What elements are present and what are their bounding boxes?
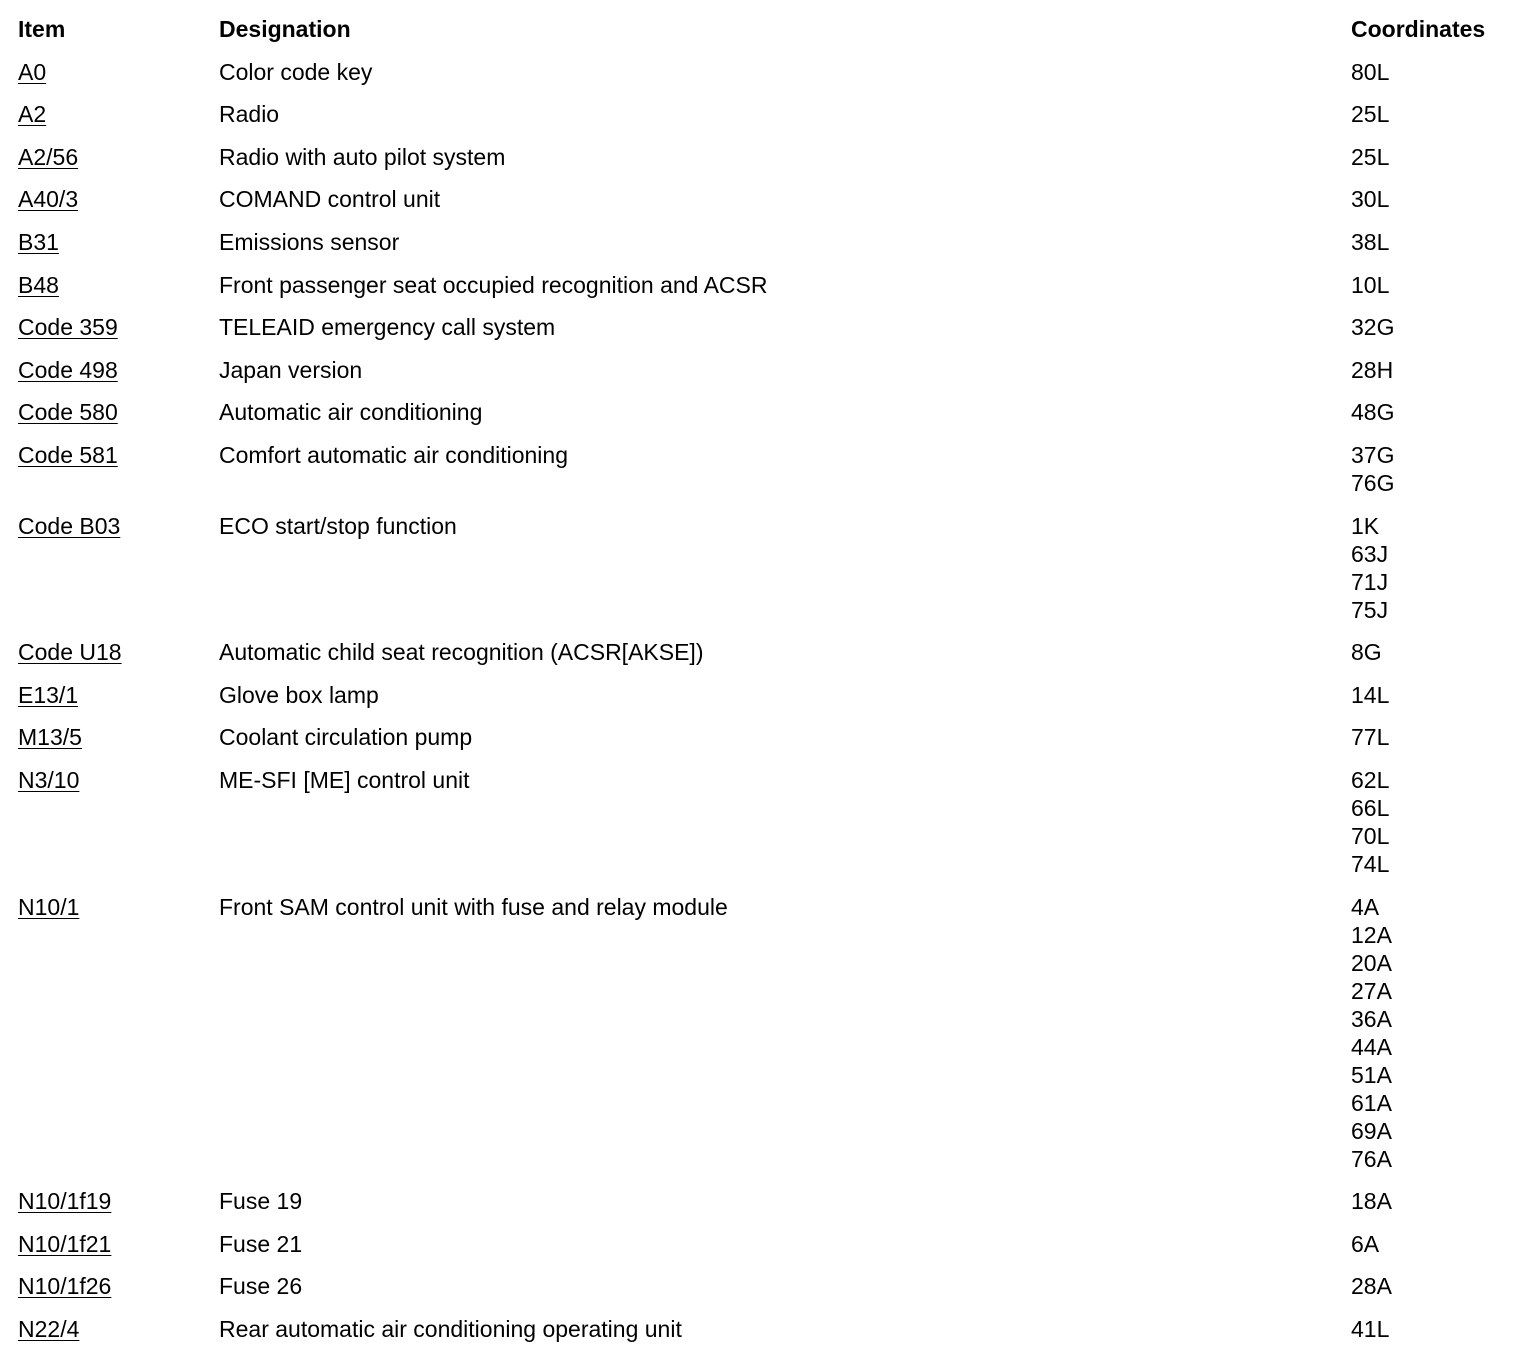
- item-link[interactable]: N10/1: [18, 893, 80, 920]
- coordinates-cell: [1351, 766, 1511, 893]
- designation-cell: ME-SFI [ME] control unit: [219, 766, 470, 793]
- coordinates-cell: [1351, 1315, 1511, 1358]
- table-row: [18, 766, 1511, 893]
- item-link[interactable]: E13/1: [18, 681, 79, 708]
- table-row: [18, 313, 1511, 356]
- table-row: [18, 398, 1511, 441]
- coordinate-value: 41L: [1351, 1315, 1390, 1342]
- table-row: [18, 1230, 1511, 1273]
- coordinate-value: 70L: [1351, 822, 1390, 849]
- coordinates-cell: [1351, 100, 1511, 143]
- coordinates-cell: [1351, 143, 1511, 186]
- coordinates-cell: [1351, 441, 1511, 512]
- designation-cell: Fuse 26: [219, 1273, 303, 1300]
- item-cell: [18, 441, 219, 512]
- legend-body: [18, 58, 1511, 1358]
- designation-cell: ECO start/stop function: [219, 512, 457, 539]
- item-cell: [18, 100, 219, 143]
- designation-cell: COMAND control unit: [219, 186, 441, 213]
- coordinate-value: 74L: [1351, 850, 1390, 877]
- item-link[interactable]: A2: [18, 101, 47, 128]
- coordinates-cell: [1351, 512, 1511, 639]
- coordinate-value: 30L: [1351, 186, 1390, 213]
- item-link[interactable]: A0: [18, 58, 47, 85]
- item-link[interactable]: Code 498: [18, 356, 118, 383]
- coordinate-value: 51A: [1351, 1061, 1392, 1088]
- item-link[interactable]: N10/1f21: [18, 1230, 112, 1257]
- coordinate-value: 20A: [1351, 949, 1392, 976]
- item-link[interactable]: N3/10: [18, 766, 80, 793]
- table-row: [18, 271, 1511, 314]
- coordinate-value: 44A: [1351, 1033, 1392, 1060]
- designation-cell: Automatic child seat recognition (ACSR[AKSE]): [219, 639, 704, 666]
- coordinates-cell: [1351, 723, 1511, 766]
- coordinate-value: 25L: [1351, 143, 1390, 170]
- designation-cell: Coolant circulation pump: [219, 724, 473, 751]
- item-cell: [18, 512, 219, 639]
- item-link[interactable]: B48: [18, 271, 59, 298]
- item-cell: [18, 1230, 219, 1273]
- designation-cell: Glove box lamp: [219, 681, 379, 708]
- coordinates-cell: [1351, 356, 1511, 399]
- designation-cell: Radio with auto pilot system: [219, 143, 506, 170]
- item-cell: [18, 1187, 219, 1230]
- coordinate-value: 25L: [1351, 101, 1390, 128]
- coordinate-value: 77L: [1351, 724, 1390, 751]
- item-column-header: Item: [18, 16, 66, 42]
- designation-cell: Front passenger seat occupied recognition and ACSR: [219, 271, 768, 298]
- designation-cell: Fuse 19: [219, 1188, 303, 1215]
- designation-cell: Emissions sensor: [219, 228, 400, 255]
- table-row: [18, 512, 1511, 639]
- coordinates-cell: [1351, 1187, 1511, 1230]
- coordinate-value: 10L: [1351, 271, 1390, 298]
- item-link[interactable]: Code 359: [18, 314, 118, 341]
- item-cell: [18, 398, 219, 441]
- item-cell: [18, 356, 219, 399]
- coordinate-value: 27A: [1351, 977, 1392, 1004]
- coordinate-value: 38L: [1351, 228, 1390, 255]
- coordinate-value: 28A: [1351, 1273, 1392, 1300]
- item-link[interactable]: M13/5: [18, 724, 82, 751]
- coordinate-value: 36A: [1351, 1005, 1392, 1032]
- item-cell: [18, 681, 219, 724]
- item-cell: [18, 1315, 219, 1358]
- coordinates-cell: [1351, 313, 1511, 356]
- designation-cell: Automatic air conditioning: [219, 399, 483, 426]
- coordinates-cell: [1351, 271, 1511, 314]
- coordinate-value: 66L: [1351, 794, 1390, 821]
- designation-cell: Rear automatic air conditioning operating unit: [219, 1315, 682, 1342]
- coordinate-value: 80L: [1351, 58, 1390, 85]
- coordinate-value: 1K: [1351, 512, 1380, 539]
- designation-column-header: Designation: [219, 16, 351, 42]
- item-cell: [18, 58, 219, 101]
- coordinate-value: 61A: [1351, 1089, 1392, 1116]
- item-cell: [18, 1272, 219, 1315]
- designation-cell: Color code key: [219, 58, 373, 85]
- coordinates-cell: [1351, 228, 1511, 271]
- table-row: [18, 58, 1511, 101]
- item-link[interactable]: Code B03: [18, 512, 121, 539]
- coordinates-cell: [1351, 893, 1511, 1188]
- coordinate-value: 12A: [1351, 921, 1392, 948]
- item-cell: [18, 143, 219, 186]
- coordinate-value: 8G: [1351, 639, 1382, 666]
- item-cell: [18, 766, 219, 893]
- table-row: [18, 143, 1511, 186]
- table-row: [18, 1272, 1511, 1315]
- coordinate-value: 71J: [1351, 568, 1389, 595]
- item-cell: [18, 271, 219, 314]
- coordinates-cell: [1351, 398, 1511, 441]
- designation-cell: Comfort automatic air conditioning: [219, 441, 568, 468]
- item-cell: [18, 723, 219, 766]
- coordinate-value: 18A: [1351, 1188, 1392, 1215]
- coordinate-value: 69A: [1351, 1117, 1392, 1144]
- coordinates-cell: [1351, 185, 1511, 228]
- table-row: [18, 723, 1511, 766]
- item-cell: [18, 228, 219, 271]
- coordinate-value: 76G: [1351, 469, 1395, 496]
- coordinate-value: 37G: [1351, 441, 1395, 468]
- coordinate-value: 32G: [1351, 314, 1395, 341]
- item-link[interactable]: A2/56: [18, 143, 79, 170]
- coordinate-value: 76A: [1351, 1145, 1392, 1172]
- coordinates-cell: [1351, 1272, 1511, 1315]
- table-row: [18, 356, 1511, 399]
- item-link[interactable]: B31: [18, 228, 59, 255]
- header-row: [18, 15, 1511, 58]
- item-cell: [18, 313, 219, 356]
- coordinate-value: 48G: [1351, 399, 1395, 426]
- coordinates-cell: [1351, 681, 1511, 724]
- item-cell: [18, 638, 219, 681]
- item-link[interactable]: A40/3: [18, 186, 79, 213]
- item-cell: [18, 893, 219, 1188]
- coordinates-cell: [1351, 638, 1511, 681]
- table-row: [18, 893, 1511, 1188]
- table-row: [18, 100, 1511, 143]
- designation-cell: Front SAM control unit with fuse and relay module: [219, 893, 728, 920]
- item-cell: [18, 185, 219, 228]
- coordinate-value: 4A: [1351, 893, 1380, 920]
- table-row: [18, 1187, 1511, 1230]
- table-row: [18, 228, 1511, 271]
- table-row: [18, 1315, 1511, 1358]
- coordinate-value: 63J: [1351, 540, 1389, 567]
- coordinates-column-header: Coordinates: [1351, 16, 1486, 42]
- table-row: [18, 441, 1511, 512]
- designation-cell: Fuse 21: [219, 1230, 303, 1257]
- designation-cell: Radio: [219, 101, 280, 128]
- item-link[interactable]: N10/1f19: [18, 1188, 112, 1215]
- item-link[interactable]: N22/4: [18, 1315, 80, 1342]
- table-row: [18, 638, 1511, 681]
- item-link[interactable]: N10/1f26: [18, 1273, 112, 1300]
- coordinate-value: 14L: [1351, 681, 1390, 708]
- coordinate-value: 6A: [1351, 1230, 1380, 1257]
- table-row: [18, 185, 1511, 228]
- designation-cell: Japan version: [219, 356, 363, 383]
- table-row: [18, 681, 1511, 724]
- coordinate-value: 62L: [1351, 766, 1390, 793]
- legend-table: [18, 15, 1511, 1357]
- coordinate-value: 28H: [1351, 356, 1394, 383]
- coordinates-cell: [1351, 58, 1511, 101]
- item-link[interactable]: Code 580: [18, 399, 118, 426]
- item-link[interactable]: Code U18: [18, 639, 122, 666]
- item-link[interactable]: Code 581: [18, 441, 118, 468]
- coordinates-cell: [1351, 1230, 1511, 1273]
- designation-cell: TELEAID emergency call system: [219, 314, 556, 341]
- coordinate-value: 75J: [1351, 596, 1389, 623]
